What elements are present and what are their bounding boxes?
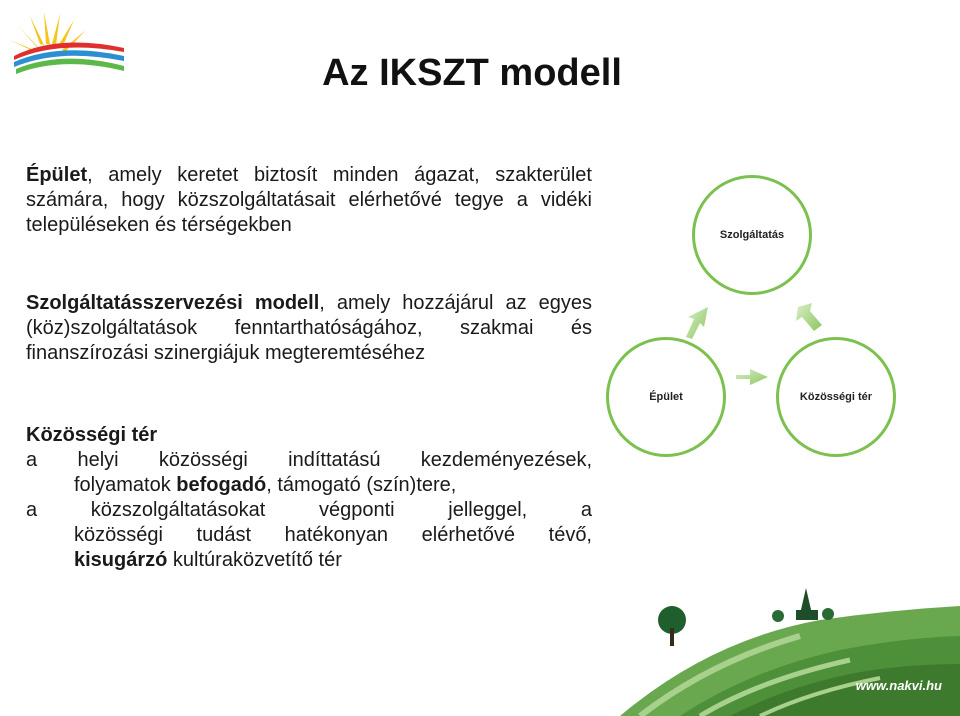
arrow-left-to-top — [686, 307, 708, 339]
paragraph-epulet — [26, 163, 592, 238]
footer-url: www.nakvi.hu — [855, 678, 942, 693]
page-title: Az IKSZT modell — [322, 52, 622, 94]
term-kisugarzo: kisugárzó — [74, 549, 168, 571]
paragraph-epulet-text: , amely keretet biztosít minden ágazat, szakterület számára, hogy közszolgáltatásait elérhetővé tegye a vidéki településeken és térségekben — [26, 164, 592, 236]
kozossegi-line-5 — [26, 548, 592, 573]
hills-landscape — [560, 580, 960, 716]
term-szolgaltatasszervezesi-modell: Szolgáltatásszervezési modell — [26, 292, 320, 314]
kozossegi-line-2a: folyamatok — [74, 474, 177, 496]
kozossegi-line-3: a közszolgáltatásokat végponti jelleggel, a — [26, 499, 592, 521]
term-epulet: Épület — [26, 164, 88, 186]
kozossegi-line-4: közösségi tudást hatékonyan elérhetővé tévő, — [74, 524, 592, 546]
cycle-diagram — [600, 185, 940, 465]
kozossegi-line-2 — [26, 473, 592, 498]
term-kozossegi-ter: Közösségi tér — [26, 424, 158, 446]
arrow-top-to-right — [796, 303, 822, 331]
circle-szolgaltatas — [692, 175, 812, 295]
circle-epulet-label: Épület — [649, 391, 683, 403]
paragraph-szolgaltatas-text: , amely hozzájárul az egyes (köz)szolgáltatások fenntarthatóságához, szakmai és finanszírozási szinergiájuk megteremtéséhez — [26, 292, 592, 364]
term-befogado: befogadó — [176, 474, 267, 496]
paragraph-kozossegi-ter — [26, 423, 592, 573]
arrow-right-to-left — [736, 369, 768, 385]
circle-szolgaltatas-label: Szolgáltatás — [719, 229, 785, 241]
kozossegi-line-2c: , támogató (szín)tere, — [266, 474, 457, 496]
circle-epulet — [606, 337, 726, 457]
kozossegi-line-5b: kultúraközvetítő tér — [167, 549, 342, 571]
circle-kozossegi-ter — [776, 337, 896, 457]
paragraph-szolgaltatas — [26, 291, 592, 366]
kozossegi-line-1: a helyi közösségi indíttatású kezdeményezések, — [26, 449, 592, 471]
circle-kozossegi-ter-label: Közösségi tér — [799, 391, 873, 403]
